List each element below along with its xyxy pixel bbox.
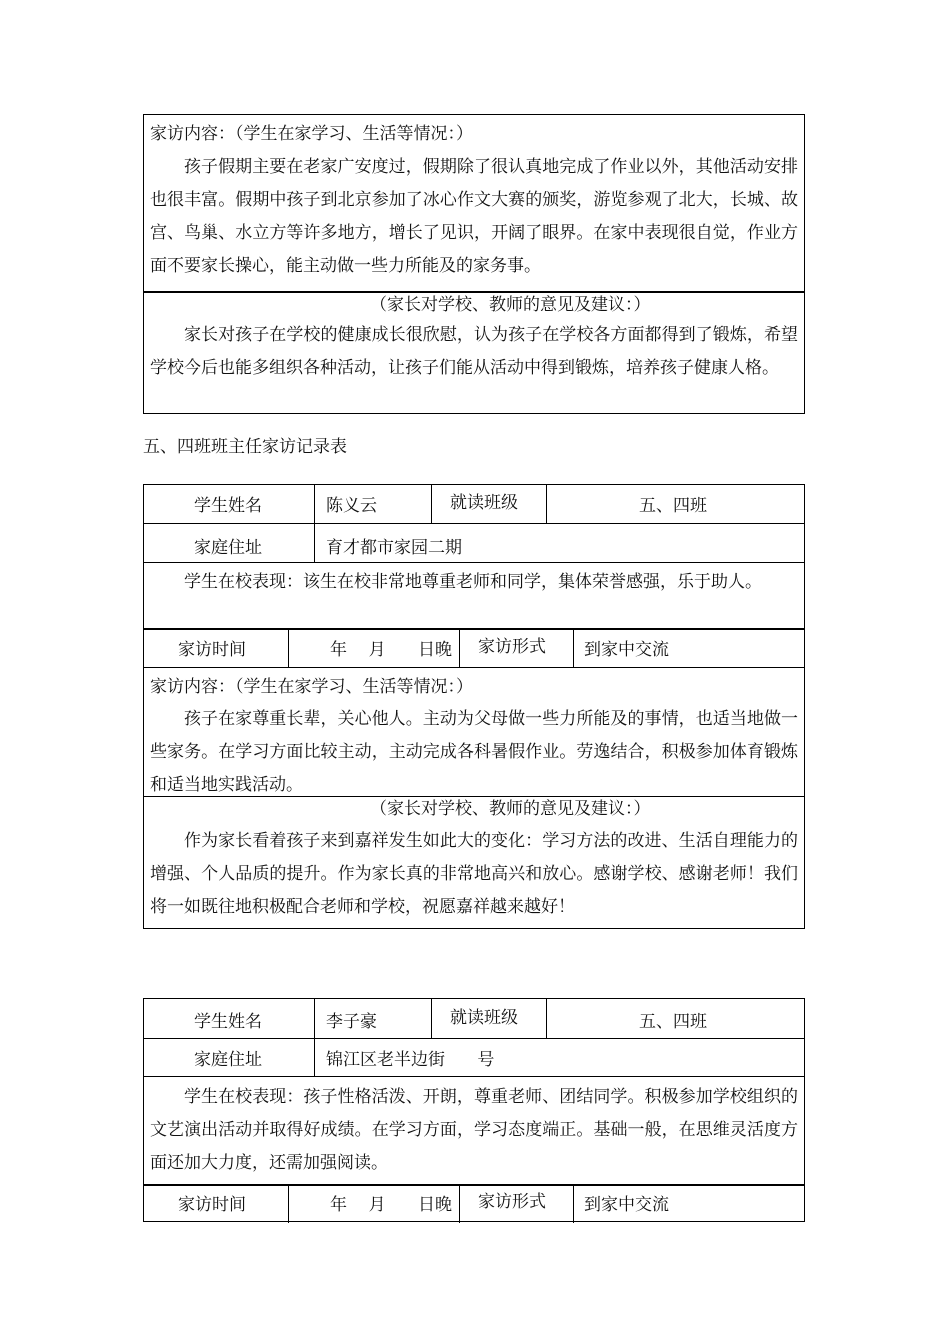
- cell-divider: [573, 630, 574, 667]
- cell-divider: [431, 485, 432, 523]
- section-title: 五、四班班主任家访记录表: [143, 437, 347, 457]
- visit-content-label: 家访内容：（学生在家学习、生活等情况：）: [150, 677, 473, 697]
- row-divider: [144, 1076, 804, 1077]
- visit-form-label: 家访形式: [478, 1192, 546, 1212]
- cell-divider: [314, 999, 315, 1038]
- cell-divider: [459, 1186, 460, 1223]
- visit-form-value: 到家中交流: [584, 640, 669, 660]
- visit-content-text: 孩子假期主要在老家广安度过，假期除了很认真地完成了作业以外，其他活动安排也很丰富。假期中孩子到北京参加了冰心作文大赛的颁奖，游览参观了北大，长城、故宫、鸟巢、水立方等许多地方，增长了见识，开阔了眼界。在家中表现很自觉，作业方面不要家长操心，能主动做一些力所能及的家务事。: [150, 157, 798, 276]
- visit-form-label: 家访形式: [478, 637, 546, 657]
- visit-time-label: 家访时间: [178, 1195, 246, 1215]
- student-name-label: 学生姓名: [194, 496, 262, 516]
- record-table-chen: [143, 484, 805, 929]
- cell-divider: [573, 1186, 574, 1223]
- row-divider: [144, 291, 804, 293]
- visit-form-value: 到家中交流: [584, 1195, 669, 1215]
- visit-time-value: 年 月 日晚: [330, 640, 453, 660]
- address-value: 锦江区老半边街 号: [326, 1050, 495, 1070]
- row-divider: [144, 628, 804, 630]
- cell-divider: [431, 999, 432, 1038]
- cell-divider: [314, 1038, 315, 1076]
- record-table-li: [143, 998, 805, 1222]
- school-performance: 学生在校表现：该生在校非常地尊重老师和同学，集体荣誉感强，乐于助人。: [184, 572, 762, 592]
- address-label: 家庭住址: [194, 1050, 262, 1070]
- row-divider: [144, 1038, 804, 1039]
- cell-divider: [546, 485, 547, 523]
- student-name-value: 陈义云: [326, 496, 377, 516]
- row-divider: [144, 1184, 804, 1186]
- class-value: 五、四班: [639, 496, 707, 516]
- parent-opinion-text: 作为家长看着孩子来到嘉祥发生如此大的变化：学习方法的改进、生活自理能力的增强、个人品质的提升。作为家长真的非常地高兴和放心。感谢学校、感谢老师！我们将一如既往地积极配合老师和学校，祝愿嘉祥越来越好！: [150, 831, 798, 917]
- cell-divider: [314, 485, 315, 523]
- cell-divider: [459, 630, 460, 667]
- row-divider: [144, 796, 804, 797]
- row-divider: [144, 667, 804, 668]
- student-name-value: 李子豪: [326, 1012, 377, 1032]
- student-name-label: 学生姓名: [194, 1012, 262, 1032]
- parent-opinion-text: 家长对孩子在学校的健康成长很欣慰，认为孩子在学校各方面都得到了锻炼，希望学校今后也能多组织各种活动，让孩子们能从活动中得到锻炼，培养孩子健康人格。: [150, 325, 798, 378]
- visit-time-label: 家访时间: [178, 640, 246, 660]
- class-label: 就读班级: [450, 493, 518, 513]
- address-value: 育才都市家园二期: [326, 538, 462, 558]
- record-table-continued: [143, 114, 805, 414]
- row-divider: [144, 523, 804, 524]
- row-divider: [144, 562, 804, 563]
- class-value: 五、四班: [639, 1012, 707, 1032]
- cell-divider: [288, 1186, 289, 1223]
- parent-opinion-label: （家长对学校、教师的意见及建议：）: [370, 799, 651, 819]
- cell-divider: [314, 523, 315, 562]
- parent-opinion-label: （家长对学校、教师的意见及建议：）: [370, 295, 651, 315]
- school-performance: 学生在校表现：孩子性格活泼、开朗，尊重老师、团结同学。积极参加学校组织的文艺演出活动并取得好成绩。在学习方面，学习态度端正。基础一般，在思维灵活度方面还加大力度，还需加强阅读。: [150, 1087, 798, 1173]
- visit-time-value: 年 月 日晚: [330, 1195, 453, 1215]
- visit-content-label: 家访内容：（学生在家学习、生活等情况：）: [150, 124, 473, 144]
- cell-divider: [546, 999, 547, 1038]
- visit-content-text: 孩子在家尊重长辈，关心他人。主动为父母做一些力所能及的事情，也适当地做一些家务。在学习方面比较主动，主动完成各科暑假作业。劳逸结合，积极参加体育锻炼和适当地实践活动。: [150, 709, 798, 795]
- cell-divider: [288, 630, 289, 667]
- address-label: 家庭住址: [194, 538, 262, 558]
- class-label: 就读班级: [450, 1008, 518, 1028]
